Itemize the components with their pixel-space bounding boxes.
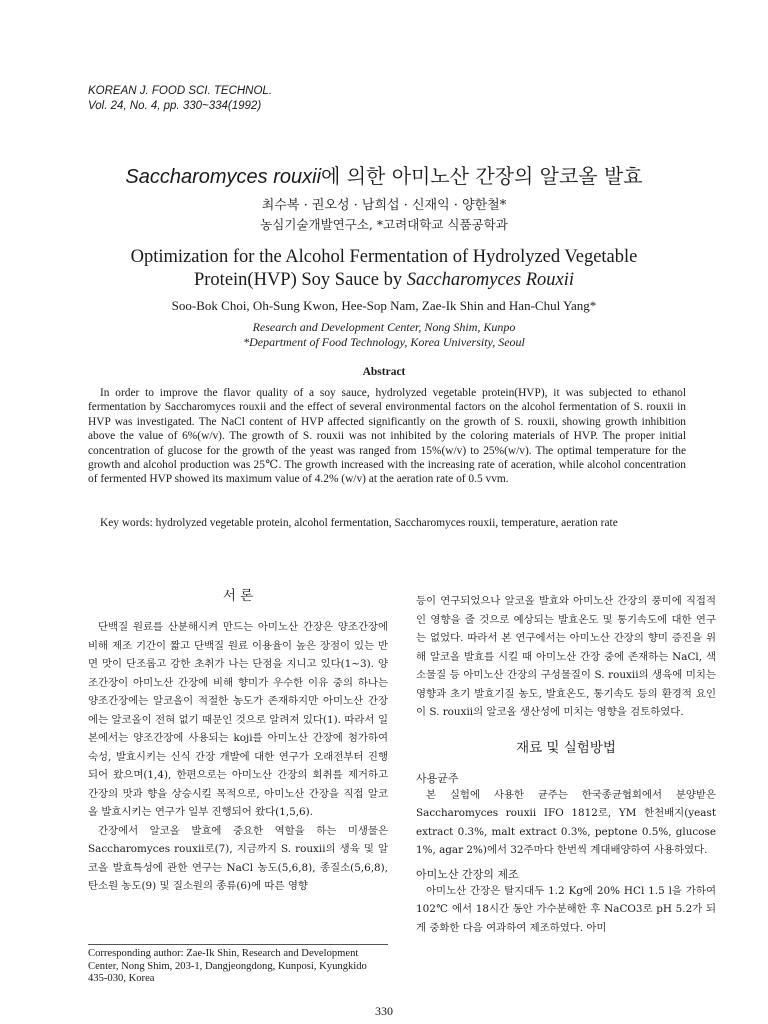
left-column: [88, 584, 388, 896]
right-column: [416, 592, 716, 937]
footnote-rule: [88, 944, 388, 945]
english-affiliation-line1: Research and Development Center, Nong Shim, Kunpo: [252, 320, 516, 334]
footnote: Corresponding author: Zae-Ik Shin, Research and Development Center, Nong Shim, 203-1, Dangjeongdong, Kunposi, Kyungkido 435-030, Korea: [88, 948, 367, 985]
korean-title-species: Saccharomyces rouxii: [125, 166, 322, 188]
intro-paragraph-1: 단백질 원료를 산분해시켜 만드는 아미노산 간장은 양조간장에 비해 제조 기간이 짧고 단백질 원료 이용율이 높은 장점이 있는 반면 맛이 단조롭고 강한 초취가 나는 단점을 지니고 있다(1~3). 양조간장이 아미노산 간장에 비해 향미가 우수한 이유 중의 하나는 양조간장에는 알코올이 적절한 농도가 존재하지만 아미노산 간장에는 알코올이 전혀 없기 때문인 것으로 알려져 있다(1). 따라서 일본에서는 양조간장에 사용되는 koji를 아미노산 간장에 첨가하여 숙성, 발효시키는 신식 간장 개발에 대한 연구가 오래전부터 진행되어 왔으며(1,4), 한편으로는 아미노산 간장의 회취를 제거하고 간장의 맛과 향을 상승시킬 목적으로, 아미노산 간장을 직접 알코올 발효시키는 연구가 일부 진행되어 왔다(1,5,6).: [88, 621, 388, 818]
abstract-text: In order to improve the flavor quality of a soy sauce, hydrolyzed vegetable protein(HVP), it was subjected to ethanol fermentation by Saccharomyces rouxii and the effect of several environmental factors on the alcohol fermentation of S. rouxii in HVP was investigated. The NaCl content of HVP affected significantly on the growth of S. rouxii, showing growth inhibition above the value of 6%(w/v). The growth of S. rouxii was not inhibited by the coloring materials of HVP. The proper initial concentration of glucose for the growth of the yeast was ranged from 15%(w/v) to 25%(w/v). The optimal temperature for the growth and alcohol production was 25℃. The growth increased with the increasing rate of aceration, while alcohol concentration of fermented HVP showed its maximum value of 4.2% (w/v) at the aeration rate of 0.5 vvm.: [88, 387, 686, 486]
abstract-heading: Abstract: [362, 366, 406, 378]
strain-heading: 사용균주: [416, 771, 459, 785]
korean-title-rest: 에 의한 아미노산 간장의 알코올 발효: [321, 164, 643, 188]
english-affiliation: [0, 320, 768, 350]
journal-header: [88, 84, 272, 114]
english-title-line1: Optimization for the Alcohol Fermentation of Hydrolyzed Vegetable: [130, 247, 638, 267]
keywords: Key words: hydrolyzed vegetable protein, alcohol fermentation, Saccharomyces rouxii, temperature, aeration rate: [100, 517, 618, 529]
page-number: 330: [375, 1004, 393, 1018]
english-title: [0, 246, 768, 292]
journal-name: KOREAN J. FOOD SCI. TECHNOL.: [88, 85, 273, 97]
hvp-heading: 아미노산 간장의 제조: [416, 867, 519, 881]
intro-paragraph-2: 간장에서 알코올 발효에 중요한 역할을 하는 미생물은 Saccharomyces rouxii로(7), 지금까지 S. rouxii의 생육 및 알코올 발효특성에 관한 연구는 NaCl 농도(5,6,8), 종질소(5,6,8), 탄소원 농도(9) 및 질소원의 종류(6)에 따른 영향: [88, 824, 388, 892]
journal-volume: Vol. 24, No. 4, pp. 330~334(1992): [88, 100, 262, 112]
intro-continued: 등이 연구되었으나 알코올 발효와 아미노산 간장의 풍미에 직접적인 영향을 줄 것으로 예상되는 발효온도 및 통기속도에 대한 연구는 없었다. 따라서 본 연구에서는 아미노산 간장의 향미 증진을 위해 알코올 발효를 시킬 때 아미노산 간장 중에 존재하는 NaCl, 색소물질 등 아미노산 간장의 구성물질이 S. rouxii의 생육에 미치는 영향과 초기 발효기질 농도, 발효온도, 통기속도 등의 환경적 요인이 S. rouxii의 알코올 생산성에 미치는 영향을 검토하였다.: [416, 595, 716, 718]
english-affiliation-line2: *Department of Food Technology, Korea University, Seoul: [243, 335, 525, 349]
korean-affiliation: 농심기술개발연구소, *고려대학교 식품공학과: [260, 217, 508, 232]
korean-title: [0, 160, 768, 189]
english-authors: Soo-Bok Choi, Oh-Sung Kwon, Hee-Sop Nam, Zae-Ik Shin and Han-Chul Yang*: [171, 298, 597, 313]
intro-heading: 서 론: [222, 588, 254, 604]
strain-paragraph: 본 실험에 사용한 균주는 한국종균협회에서 분양받은 Saccharomyces rouxii IFO 1812로, YM 한천배지(yeast extract 0.3%, malt extract 0.3%, peptone 0.5%, glucose 1%, agar 2%)에서 32주마다 한번씩 계대배양하여 사용하였다.: [416, 788, 716, 856]
hvp-paragraph: 아미노산 간장은 탈지대두 1.2 Kg에 20% HCl 1.5 l을 가하여 102℃ 에서 18시간 동안 가수분해한 후 NaCO3로 pH 5.2가 되게 중화한 다음 여과하여 제조하였다. 아미: [416, 884, 716, 934]
methods-heading: 재료 및 실험방법: [516, 739, 616, 756]
korean-authors: 최수복 · 권오성 · 남희섭 · 신재익 · 양한철*: [261, 198, 507, 213]
english-title-species: Saccharomyces Rouxii: [406, 270, 575, 290]
english-title-prefix: Protein(HVP) Soy Sauce by: [193, 270, 407, 290]
